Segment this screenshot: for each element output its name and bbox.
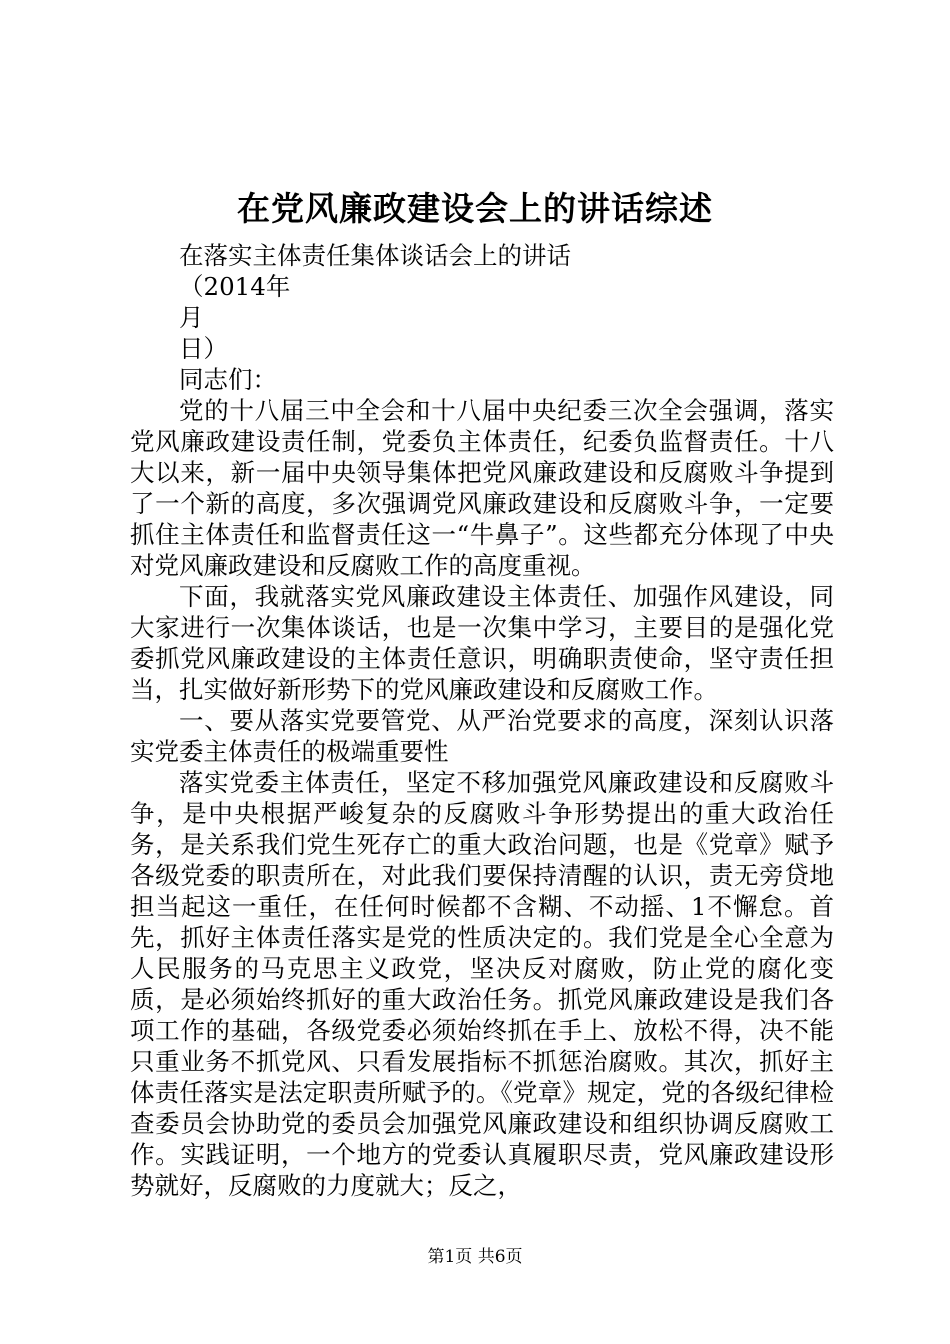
speech-subtitle: 在落实主体责任集体谈话会上的讲话 xyxy=(179,241,571,270)
document-body xyxy=(130,240,834,1201)
speech-date-year: （2014年 xyxy=(179,272,291,301)
body-paragraph: 下面，我就落实党风廉政建设主体责任、加强作风建设，同大家进行一次集体谈话，也是一次集中学习，主要目的是强化党委抓党风廉政建设的主体责任意识，明确职责使命，坚守责任担当，扎实做好新形势下的党风廉政建设和反腐败工作。 xyxy=(130,582,834,704)
speech-date-day: 日） xyxy=(179,334,228,363)
salutation: 同志们： xyxy=(179,365,277,394)
body-paragraph: 党的十八届三中全会和十八届中央纪委三次全会强调，落实党风廉政建设责任制，党委负主体责任，纪委负监督责任。十八大以来，新一届中央领导集体把党风廉政建设和反腐败斗争提到了一个新的高度，多次强调党风廉政建设和反腐败斗争，一定要抓住主体责任和监督责任这一“牛鼻子”。这些都充分体现了中央对党风廉政建设和反腐败工作的高度重视。 xyxy=(130,396,834,580)
body-paragraph: 落实党委主体责任，坚定不移加强党风廉政建设和反腐败斗争，是中央根据严峻复杂的反腐败斗争形势提出的重大政治任务，是关系我们党生死存亡的重大政治问题，也是《党章》赋予各级党委的职责所在，对此我们要保持清醒的认识，责无旁贷地担当起这一重任，在任何时候都不含糊、不动摇、1不懈怠。首先，抓好主体责任落实是党的性质决定的。我们党是全心全意为人民服务的马克思主义政党，坚决反对腐败，防止党的腐化变质，是必须始终抓好的重大政治任务。抓党风廉政建设是我们各项工作的基础，各级党委必须始终抓在手上、放松不得，决不能只重业务不抓党风、只看发展指标不抓惩治腐败。其次，抓好主体责任落实是法定职责所赋予的。《党章》规定，党的各级纪律检查委员会协助党的委员会加强党风廉政建设和组织协调反腐败工作。实践证明，一个地方的党委认真履职尽责，党风廉政建设形势就好，反腐败的力度就大；反之， xyxy=(130,768,834,1200)
section-heading: 一、要从落实党要管党、从严治党要求的高度，深刻认识落实党委主体责任的极端重要性 xyxy=(130,706,834,766)
speech-date-month: 月 xyxy=(179,303,204,332)
document-title: 在党风廉政建设会上的讲话综述 xyxy=(237,189,713,228)
page-footer: 第1页 共6页 xyxy=(427,1247,523,1267)
